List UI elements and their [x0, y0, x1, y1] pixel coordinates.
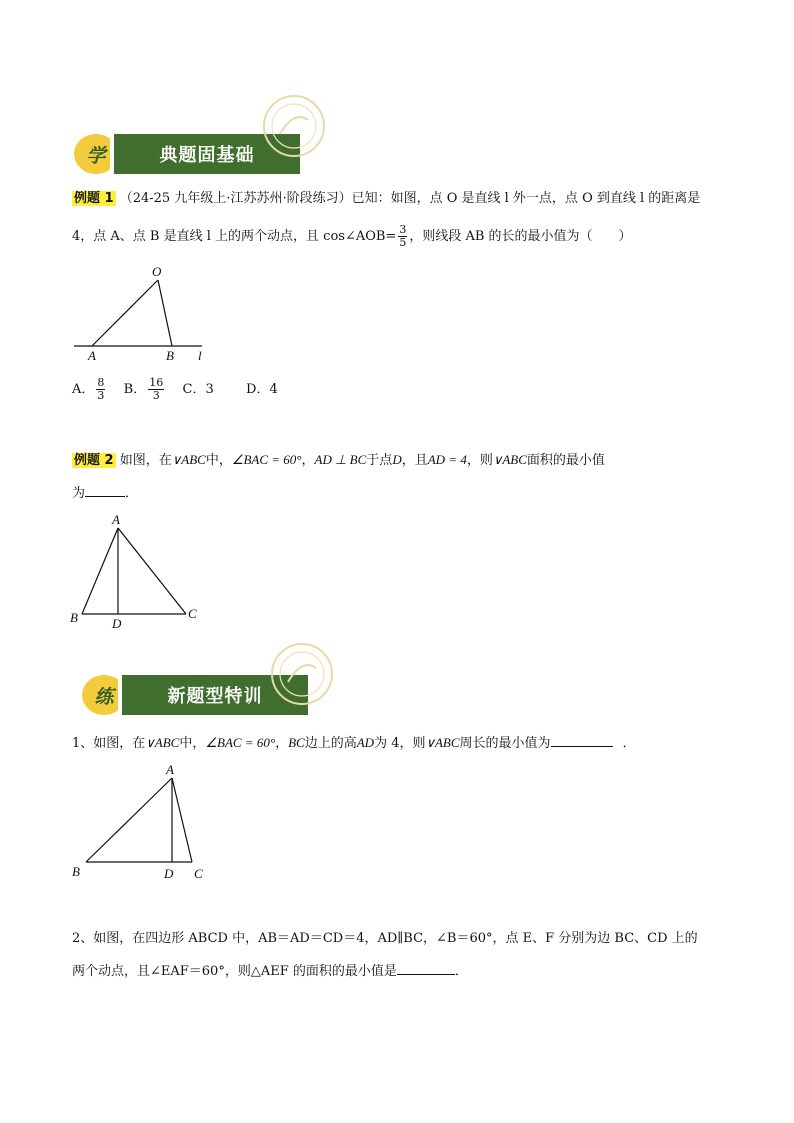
label-l: l	[198, 348, 202, 363]
answer-blank	[397, 962, 455, 975]
example2-math: ∨ABC	[171, 452, 206, 467]
example2-text: 为	[72, 486, 86, 501]
label-c: C	[188, 606, 197, 621]
option-a-label: A．	[72, 382, 95, 397]
example2-text: 中，	[205, 453, 232, 468]
question1-math: BC	[288, 735, 305, 750]
example2-math: ∨ABC	[492, 452, 527, 467]
answer-blank	[551, 734, 613, 747]
example2-math: AD = 4	[427, 452, 467, 467]
example2-text: 如图，在	[119, 453, 172, 468]
example2-figure	[66, 510, 216, 634]
segment-oa	[92, 280, 158, 346]
question1-math: AD	[356, 735, 375, 750]
segment-ac	[172, 778, 192, 862]
watermark-stamp-icon	[266, 638, 338, 710]
label-a: A	[88, 348, 96, 363]
example1-line2	[72, 224, 632, 250]
segment-ab	[86, 778, 172, 862]
question2-text: ．	[454, 964, 468, 979]
option-b-den: 3	[152, 389, 160, 402]
example1-line1	[72, 190, 700, 208]
option-a-num: 8	[97, 376, 105, 389]
label-b: B	[70, 610, 78, 625]
segment-ac	[118, 528, 186, 614]
section-title-practice: 新题型特训	[118, 675, 308, 715]
label-a: A	[166, 762, 174, 777]
example2-tag: 例题 2	[74, 453, 114, 468]
question2-text: 两个动点，且∠EAF＝60°，则△AEF 的面积的最小值是	[72, 964, 397, 979]
section-badge-practice: 练	[82, 675, 126, 715]
example2-line2	[72, 484, 138, 503]
option-d: D．4	[246, 382, 278, 397]
question1-text: 1、如图，在	[72, 736, 146, 751]
question1-text: 边上的高	[304, 736, 357, 751]
cos-numerator: 3	[399, 223, 407, 236]
example1-text1: （24-25 九年级上·江苏苏州·阶段练习）已知：如图，点 O 是直线 l 外一点，点 O 到直线 l 的距离是	[119, 191, 701, 206]
option-b-label: B．	[123, 382, 147, 397]
example1-text2: 4，点 A、点 B 是直线 l 上的两个动点，且 cos∠AOB=	[72, 229, 397, 244]
example2-math: ∠BAC = 60°	[231, 452, 302, 467]
option-b-num: 16	[149, 376, 164, 389]
example2-math: AD ⊥ BC	[314, 452, 367, 467]
example1-text3: ，则线段 AB 的长的最小值为（ ）	[409, 229, 632, 244]
option-c: C．3	[182, 382, 214, 397]
label-d: D	[112, 616, 122, 631]
example2-text: ．	[125, 486, 139, 501]
example2-math: D	[392, 452, 402, 467]
question1-math: ∨ABC	[425, 735, 460, 750]
watermark-stamp-icon	[258, 90, 330, 162]
question1-text: 周长的最小值为	[459, 736, 551, 751]
label-d: D	[164, 866, 174, 881]
section-title-learn: 典题固基础	[110, 134, 300, 174]
example1-options	[72, 374, 278, 406]
question1-line	[72, 734, 636, 753]
question1-text: ．	[622, 736, 636, 751]
label-a: A	[112, 512, 120, 527]
question1-math: ∠BAC = 60°	[205, 735, 276, 750]
example2-text: ，且	[401, 453, 428, 468]
section-badge-learn: 学	[74, 134, 118, 174]
example1-figure	[66, 262, 226, 366]
label-b: B	[72, 864, 80, 879]
question1-figure	[66, 760, 226, 884]
question1-text: 为 4，则	[374, 736, 426, 751]
cos-fraction	[398, 224, 407, 249]
cos-denominator: 5	[399, 236, 407, 249]
option-a-den: 3	[97, 389, 105, 402]
question2-line1: 2、如图，在四边形 ABCD 中，AB＝AD＝CD＝4，AD∥BC，∠B＝60°，点 E、F 分别为边 BC、CD 上的	[72, 931, 698, 946]
label-o: O	[152, 264, 162, 279]
example2-text: ，	[301, 453, 315, 468]
answer-blank	[85, 484, 125, 497]
segment-ab	[82, 528, 118, 614]
label-b: B	[166, 348, 174, 363]
example2-text: 于点	[366, 453, 393, 468]
question1-text: ，	[275, 736, 289, 751]
label-c: C	[194, 866, 203, 881]
question2-line2	[72, 962, 468, 981]
option-a-fraction	[96, 377, 105, 402]
example1-tag: 例题 1	[74, 191, 114, 206]
question1-text: 中，	[179, 736, 206, 751]
example2-line1	[72, 451, 605, 470]
example2-text: 面积的最小值	[526, 453, 605, 468]
option-b-fraction	[148, 377, 164, 402]
example2-text: ，则	[466, 453, 493, 468]
question1-math: ∨ABC	[145, 735, 180, 750]
segment-ob	[158, 280, 172, 346]
